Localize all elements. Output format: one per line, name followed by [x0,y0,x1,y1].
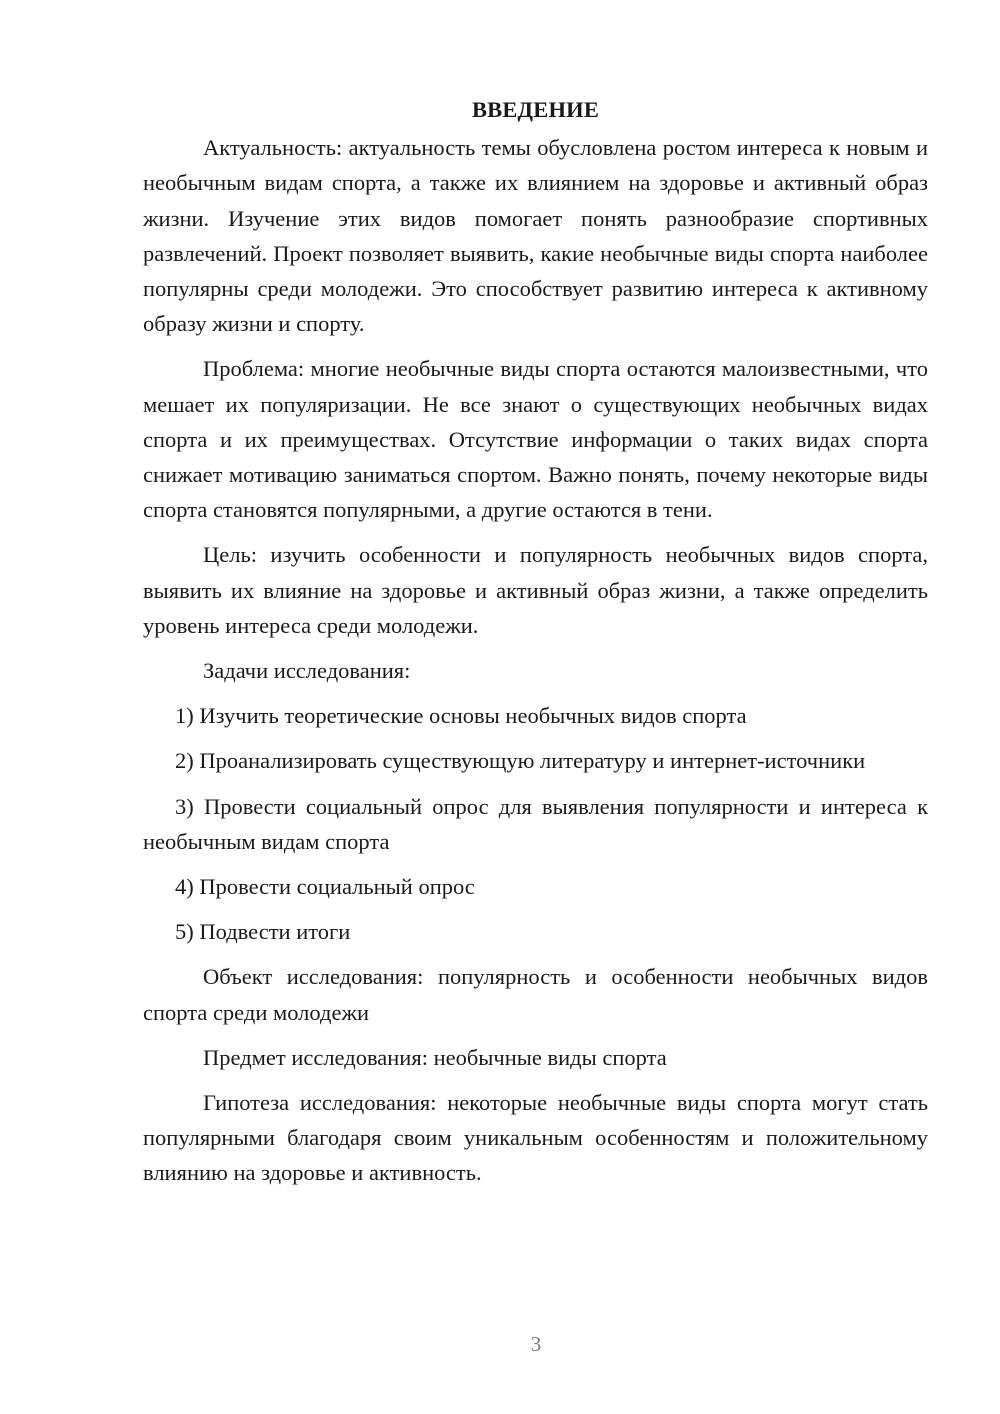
paragraph-goal: Цель: изучить особенности и популярность необычных видов спорта, выявить их влияние на здоровье и активный образ жизни, а также определить уровень интереса среди молодежи. [143,542,928,638]
section-title: ВВЕДЕНИЕ [471,97,600,122]
task-item: 1) Изучить теоретические основы необычных видов спорта [175,703,747,729]
task-item: 5) Подвести итоги [175,919,351,945]
paragraph-relevance: Актуальность: актуальность темы обусловлена ростом интереса к новым и необычным видам спорта, а также их влиянием на здоровье и активный образ жизни. Изучение этих видов помогает понять разнообразие спортивных развлечений. Проект позволяет выявить, какие необычные виды спорта наиболее популярны среди молодежи. Это способствует развитию интереса к активному образу жизни и спорту. [143,135,928,337]
paragraph-hypothesis: Гипотеза исследования: некоторые необычные виды спорта могут стать популярными благодаря своим уникальным особенностям и положительному влиянию на здоровье и активность. [143,1090,928,1186]
tasks-heading: Задачи исследования: [203,658,411,684]
task-item: 4) Провести социальный опрос [175,874,475,900]
task-item: 3) Провести социальный опрос для выявления популярности и интереса к необычным видам спорта [143,793,928,854]
task-item: 2) Проанализировать существующую литературу и интернет-источники [175,748,866,774]
paragraph-object: Объект исследования: популярность и особенности необычных видов спорта среди молодежи [143,964,928,1025]
page-number: 3 [530,1332,542,1356]
paragraph-subject: Предмет исследования: необычные виды спорта [203,1044,667,1070]
document-page [143,92,928,1201]
paragraph-problem: Проблема: многие необычные виды спорта остаются малоизвестными, что мешает их популяризации. Не все знают о существующих необычных видах спорта и их преимуществах. Отсутствие информации о таких видах спорта снижает мотивацию заниматься спортом. Важно понять, почему некоторые виды спорта становятся популярными, а другие остаются в тени. [143,356,928,523]
